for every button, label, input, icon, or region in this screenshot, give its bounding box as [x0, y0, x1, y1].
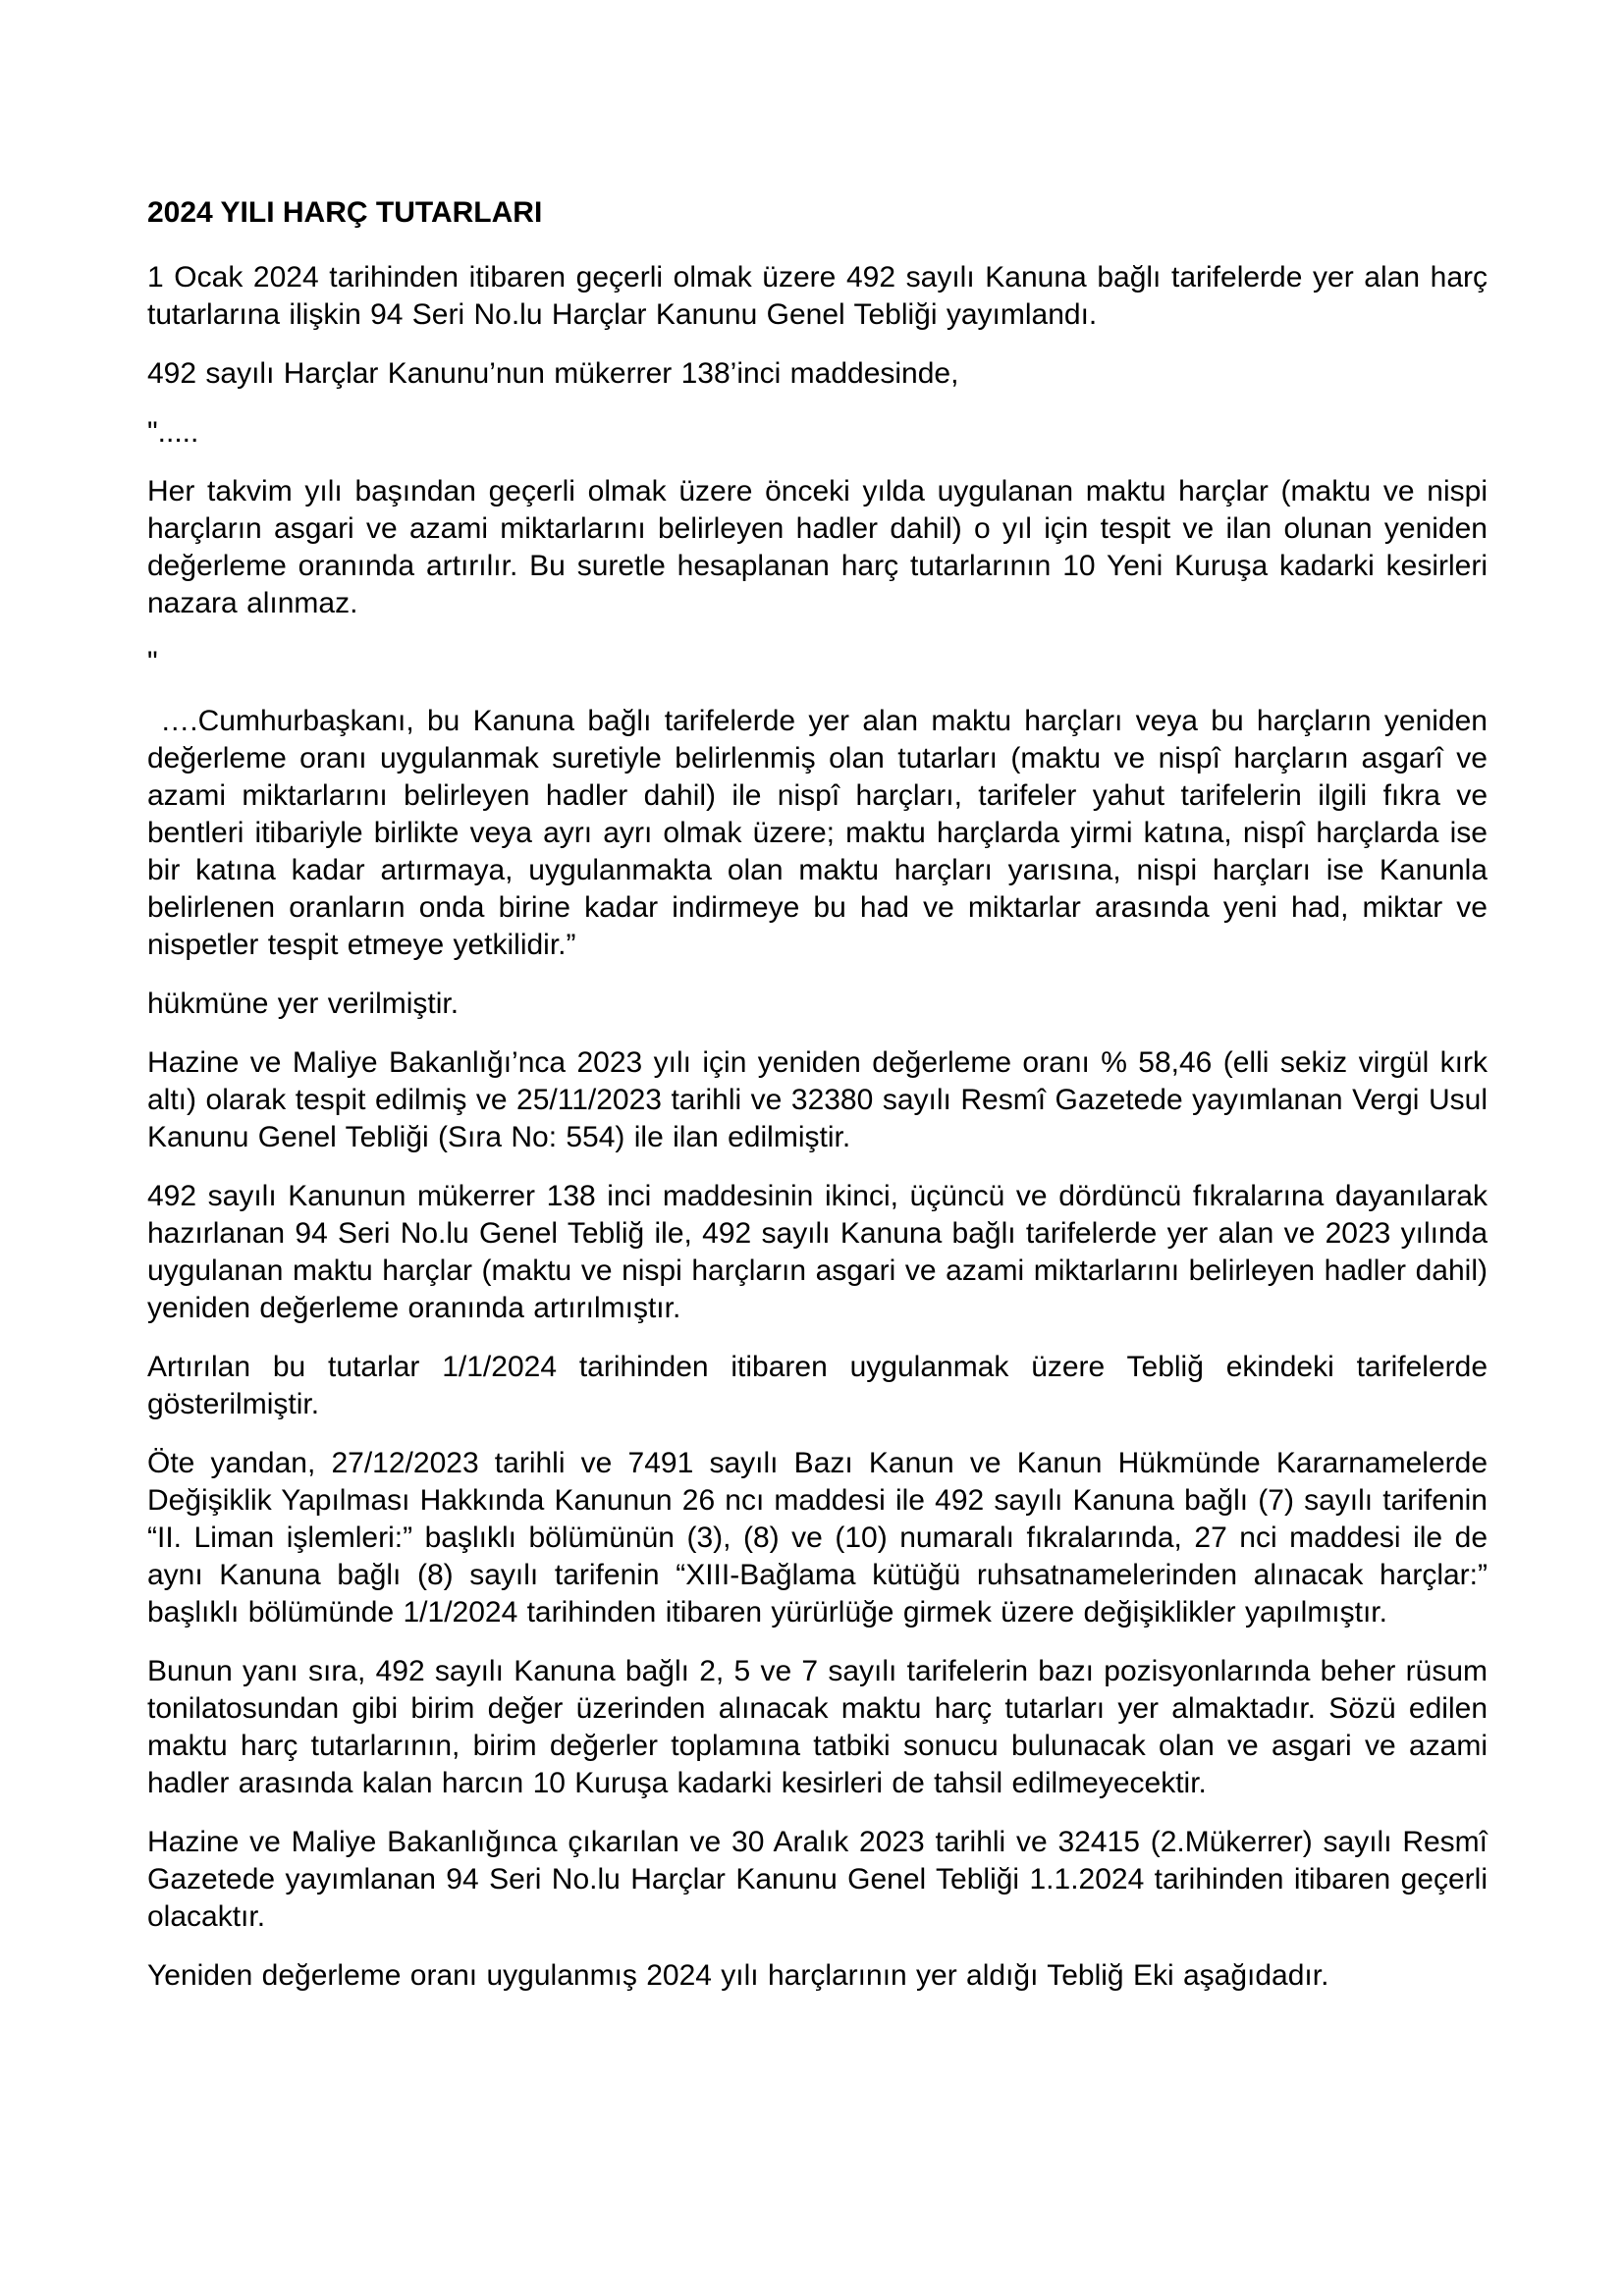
paragraph-unit-values: Bunun yanı sıra, 492 sayılı Kanuna bağlı 2, 5 ve 7 sayılı tarifelerin bazı pozisyonlarında beher rüsum tonilatosundan gibi birim değer üzerinden alınacak maktu harç tutarları yer almaktadır. Sözü edilen maktu harç tutarlarının, birim değerler toplamına tatbiki sonucu bulunacak olan ve asgari ve azami hadler arasında kalan harcın 10 Kuruşa kadarki kesirleri de tahsil edilmeyecektir.	[147, 1655, 1488, 1799]
paragraph-law-excerpt: Her takvim yılı başından geçerli olmak üzere önceki yılda uygulanan maktu harçlar (maktu ve nispi harçların asgari ve azami miktarlarını belirleyen hadler dahil) o yıl için tespit ve ilan olunan yeniden değerleme oranında artırılır. Bu suretle hesaplanan harç tutarlarının 10 Yeni Kuruşa kadarki kesirleri nazara alınmaz.	[147, 475, 1488, 619]
paragraph-law-reference: 492 sayılı Harçlar Kanunu’nun mükerrer 138’inci maddesinde,	[147, 357, 959, 390]
paragraph-quote-open: ".....	[147, 416, 199, 449]
paragraph-effective-date: Artırılan bu tutarlar 1/1/2024 tarihinden itibaren uygulanmak üzere Tebliğ ekindeki tarifelerde gösterilmiştir.	[147, 1351, 1488, 1420]
paragraph-official-gazette: Hazine ve Maliye Bakanlığınca çıkarılan ve 30 Aralık 2023 tarihli ve 32415 (2.Mükerrer) sayılı Resmî Gazetede yayımlanan 94 Seri No.lu Harçlar Kanunu Genel Tebliği 1.1.2024 tarihinden itibaren geçerli olacaktır.	[147, 1826, 1488, 1933]
paragraph-quote-mark: "	[147, 646, 158, 678]
paragraph-annex-note: Yeniden değerleme oranı uygulanmış 2024 yılı harçlarının yer aldığı Tebliğ Eki aşağıdadır.	[147, 1959, 1329, 1992]
paragraph-intro: 1 Ocak 2024 tarihinden itibaren geçerli olmak üzere 492 sayılı Kanuna bağlı tarifelerde yer alan harç tutarlarına ilişkin 94 Seri No.lu Harçlar Kanunu Genel Tebliği yayımlandı.	[147, 261, 1488, 331]
paragraph-provision-note: hükmüne yer verilmiştir.	[147, 988, 460, 1020]
paragraph-president-authority: ….Cumhurbaşkanı, bu Kanuna bağlı tarifelerde yer alan maktu harçları veya bu harçların yeniden değerleme oranı uygulanmak suretiyle belirlenmiş olan tutarları (maktu ve nispî harçların asgarî ve azami miktarlarını belirleyen hadler dahil) ile nispî harçları, tarifeler yahut tarifelerin ilgili fıkra ve bentleri itibariyle birlikte veya ayrı ayrı olmak üzere; maktu harçlarda yirmi katına, nispî harçlarda ise bir katına kadar artırmaya, uygulanmakta olan maktu harçları yarısına, nispi harçları ise Kanunla belirlenen oranların onda birine kadar indirmeye bu had ve miktarlar arasında yeni had, miktar ve nispetler tespit etmeye yetkilidir.”	[147, 705, 1488, 961]
paragraph-revaluation-rate: Hazine ve Maliye Bakanlığı’nca 2023 yılı için yeniden değerleme oranı % 58,46 (elli sekiz virgül kırk altı) olarak tespit edilmiş ve 25/11/2023 tarihli ve 32380 sayılı Resmî Gazetede yayımlanan Vergi Usul Kanunu Genel Tebliği (Sıra No: 554) ile ilan edilmiştir.	[147, 1046, 1488, 1153]
paragraph-tariff-increase: 492 sayılı Kanunun mükerrer 138 inci maddesinin ikinci, üçüncü ve dördüncü fıkralarına dayanılarak hazırlanan 94 Seri No.lu Genel Tebliğ ile, 492 sayılı Kanuna bağlı tarifelerde yer alan ve 2023 yılında uygulanan maktu harçlar (maktu ve nispi harçların asgari ve azami miktarlarını belirleyen hadler dahil) yeniden değerleme oranında artırılmıştır.	[147, 1180, 1488, 1324]
paragraph-amendments: Öte yandan, 27/12/2023 tarihli ve 7491 sayılı Bazı Kanun ve Kanun Hükmünde Kararnamelerde Değişiklik Yapılması Hakkında Kanunun 26 ncı maddesi ile 492 sayılı Kanuna bağlı (7) sayılı tarifenin “II. Liman işlemleri:” başlıklı bölümünün (3), (8) ve (10) numaralı fıkralarında, 27 nci maddesi ile de aynı Kanuna bağlı (8) sayılı tarifenin “XIII-Bağlama kütüğü ruhsatnamelerinden alınacak harçlar:” başlıklı bölümünde 1/1/2024 tarihinden itibaren yürürlüğe girmek üzere değişiklikler yapılmıştır.	[147, 1447, 1488, 1629]
page-title: 2024 YILI HARÇ TUTARLARI	[147, 196, 543, 229]
